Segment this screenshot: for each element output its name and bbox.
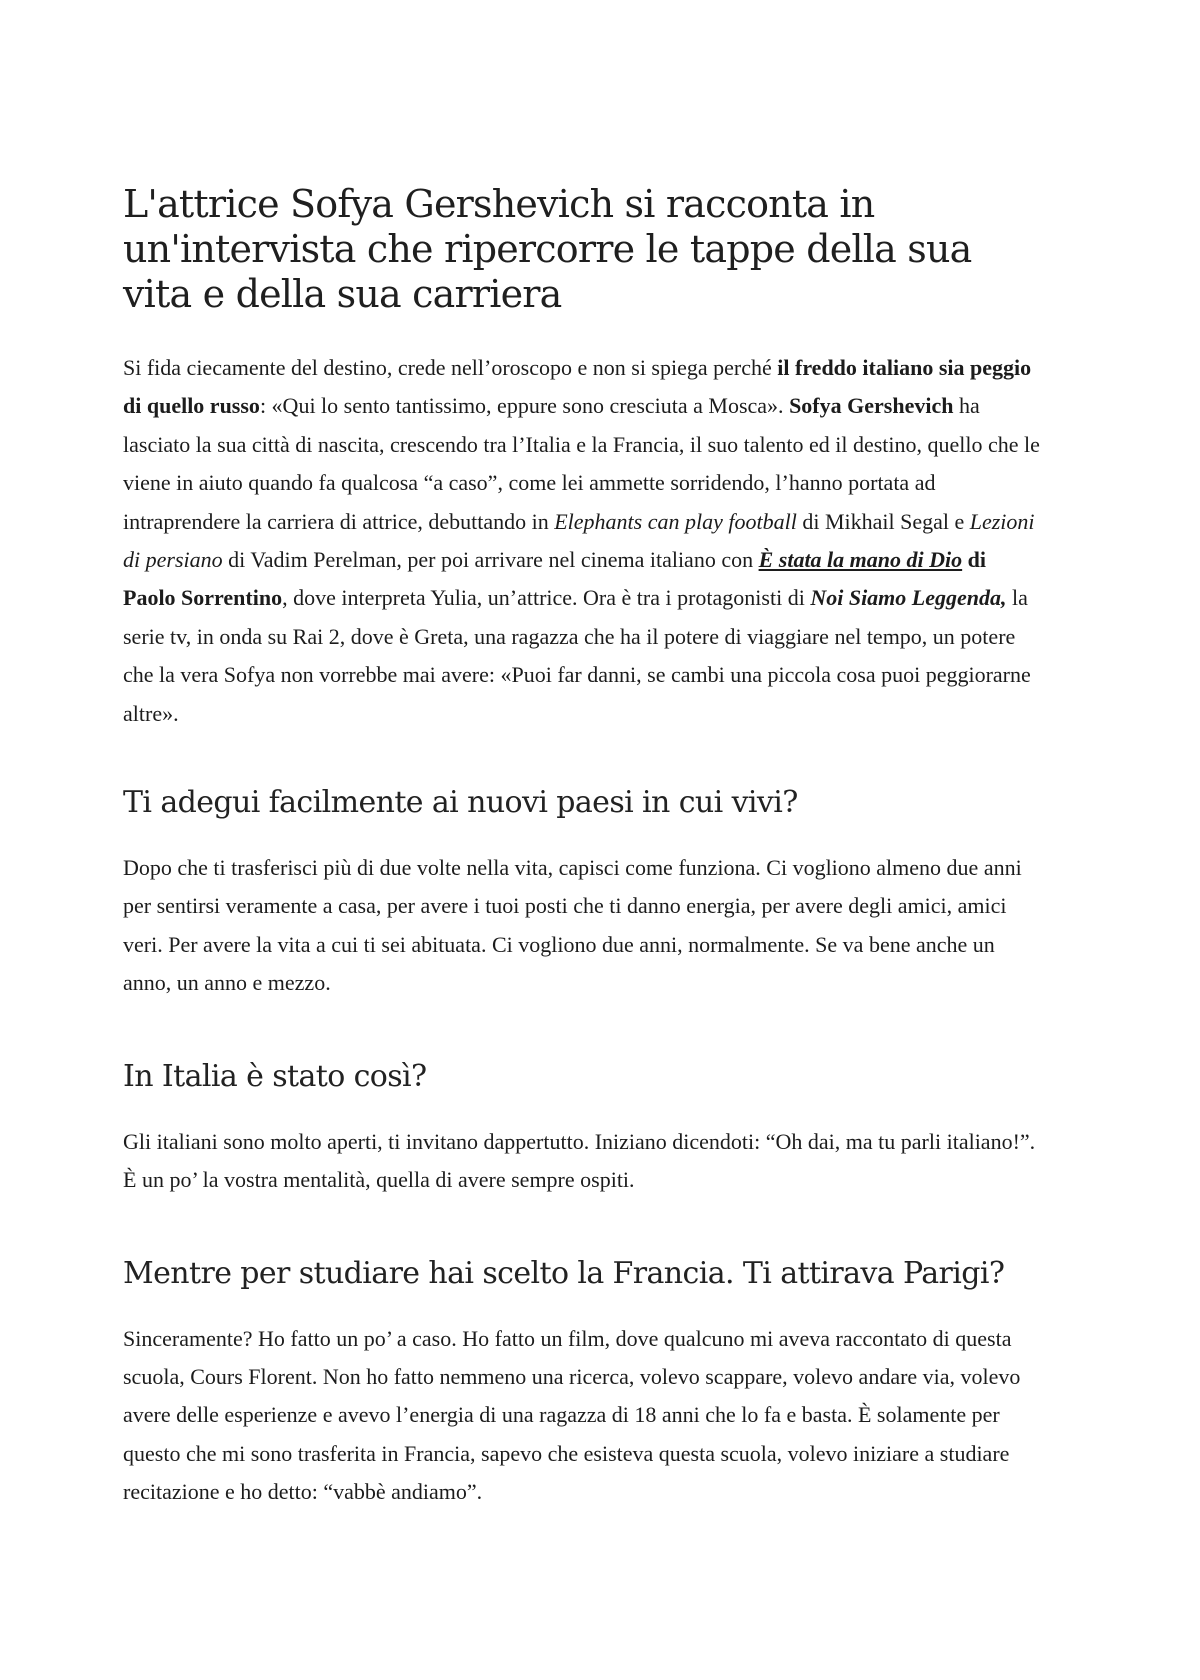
article-title: L'attrice Sofya Gershevich si racconta in un'intervista che ripercorre le tappe della sua vita e della sua carriera — [123, 182, 972, 316]
answer-paragraph: Dopo che ti trasferisci più di due volte nella vita, capisci come funziona. Ci vogliono almeno due anni per sentirsi veramente a casa, per avere i tuoi posti che ti danno energia, per avere degli amici, amici veri. Per avere la vita a cui ti sei abituata. Ci vogliono due anni, normalmente. Se va bene anche un anno, un anno e mezzo. — [123, 855, 1022, 996]
intro-text: di Vadim Perelman, per poi arrivare nel cinema italiano con — [222, 547, 759, 573]
director-name: di Paolo Sorrentino — [123, 547, 986, 611]
intro-paragraph — [123, 349, 1043, 733]
actress-name: Sofya Gershevich — [789, 393, 954, 419]
answer-paragraph: Sinceramente? Ho fatto un po’ a caso. Ho fatto un film, dove qualcuno mi aveva raccontato di questa scuola, Cours Florent. Non ho fatto nemmeno una ricerca, volevo scappare, volevo andare via, volevo avere delle esperienze e avevo l’energia di una ragazza di 18 anni che lo fa e basta. È solamente per questo che mi sono trasferita in Francia, sapevo che esisteva questa scuola, volevo iniziare a studiare recitazione e ho detto: “vabbè andiamo”. — [123, 1325, 1021, 1505]
intro-text: di Mikhail Segal e — [796, 508, 970, 534]
intro-text: , dove interpreta Yulia, un’attrice. Ora è tra i protagonisti di — [282, 585, 811, 611]
question-heading: Mentre per studiare hai scelto la Francia. Ti attirava Parigi? — [123, 1255, 1005, 1291]
intro-text: Si fida ciecamente del destino, crede nell’oroscopo e non si spiega perché — [123, 355, 778, 380]
film-link[interactable]: È stata la mano di Dio — [758, 547, 963, 573]
film-title: Lezioni di persiano — [123, 508, 1035, 573]
article — [123, 182, 1043, 1512]
intro-text: la serie tv, in onda su Rai 2, dove è Greta, una ragazza che ha il potere di viaggiare nel tempo, un potere che la vera Sofya non vorrebbe mai avere: «Puoi far danni, se cambi una piccola cosa puoi peggiorarne altre». — [123, 585, 1031, 726]
answer-paragraph: Gli italiani sono molto aperti, ti invitano dappertutto. Iniziano dicendoti: “Oh dai, ma tu parli italiano!”. È un po’ la vostra mentalità, quella di avere sempre ospiti. — [123, 1128, 1036, 1193]
question-heading: In Italia è stato così? — [123, 1058, 427, 1094]
intro-text: : «Qui lo sento tantissimo, eppure sono cresciuta a Mosca». — [259, 393, 790, 419]
intro-bold-quote: il freddo italiano sia peggio di quello russo — [123, 355, 1032, 419]
intro-text: ha lasciato la sua città di nascita, crescendo tra l’Italia e la Francia, il suo talento ed il destino, quello che le viene in aiuto quando fa qualcosa “a caso”, come lei ammette sorridendo, l’hanno portata ad intraprendere la carriera di attrice, debuttando in — [123, 393, 1040, 534]
series-title-text: Noi Siamo Leggenda, — [810, 585, 1007, 611]
series-title — [810, 585, 1006, 610]
film-title: Elephants can play football — [554, 508, 797, 534]
question-heading: Ti adegui facilmente ai nuovi paesi in cui vivi? — [123, 785, 798, 821]
